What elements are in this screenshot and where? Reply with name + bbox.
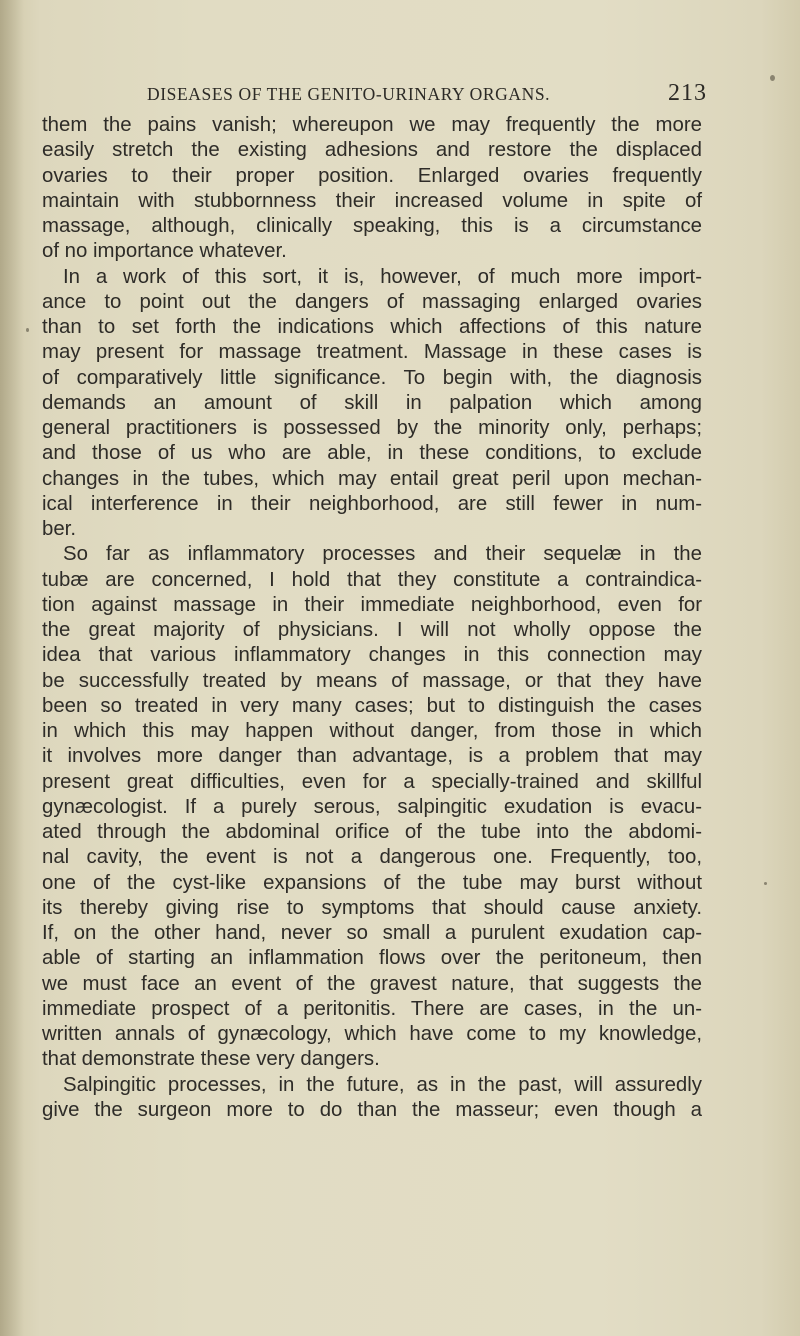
text-line: that demonstrate these very dangers. (42, 1048, 380, 1071)
text-line: ber. (42, 518, 77, 540)
gutter-shadow (0, 0, 24, 1336)
paper-speck (764, 882, 767, 885)
text-line: give the surgeon more to do than the masseur; even though a (42, 1098, 702, 1121)
paper-speck (26, 328, 29, 332)
text-line: it involves more danger than advantage, is a problem that may (42, 745, 702, 768)
text-line: If, on the other hand, never so small a purulent exudation cap- (42, 922, 702, 944)
paragraph-start-line: So far as inflammatory processes and their sequelæ in the (63, 543, 702, 566)
text-line: ance to point out the dangers of massaging enlarged ovaries (42, 290, 702, 313)
page-number: 213 (668, 80, 707, 106)
text-line: of comparatively little significance. To begin with, the diagnosis (42, 366, 702, 389)
text-line: ated through the abdominal orifice of the tube into the abdomi- (42, 821, 702, 843)
text-line: general practitioners is possessed by the minority only, perhaps; (42, 417, 702, 439)
text-line: present great difficulties, even for a specially-trained and skillful (42, 770, 702, 793)
text-line: demands an amount of skill in palpation which among (42, 391, 702, 414)
paper-speck (770, 75, 775, 81)
text-line: its thereby giving rise to symptoms that should cause anxiety. (42, 896, 702, 919)
paragraph-start-line: In a work of this sort, it is, however, of much more import- (63, 265, 702, 288)
text-line: written annals of gynæcology, which have come to my knowledge, (42, 1023, 702, 1045)
text-line: gynæcologist. If a purely serous, salpingitic exudation is evacu- (42, 795, 702, 818)
text-line: massage, although, clinically speaking, this is a circumstance (42, 215, 702, 237)
text-line: one of the cyst-like expansions of the tube may burst without (42, 871, 702, 894)
body-text (42, 113, 702, 1123)
running-head (147, 80, 707, 110)
text-line: maintain with stubbornness their increased volume in spite of (42, 189, 702, 212)
text-line: in which this may happen without danger, from those in which (42, 720, 702, 742)
text-line: ovaries to their proper position. Enlarged ovaries frequently (42, 164, 702, 187)
text-line: immediate prospect of a peritonitis. There are cases, in the un- (42, 997, 702, 1020)
text-line: than to set forth the indications which affections of this nature (42, 316, 702, 338)
text-line: of no importance whatever. (42, 240, 287, 263)
text-line: easily stretch the existing adhesions and restore the displaced (42, 139, 702, 162)
text-line: them the pains vanish; whereupon we may frequently the more (42, 114, 702, 136)
paragraph-start-line: Salpingitic processes, in the future, as in the past, will assuredly (63, 1073, 702, 1096)
text-line: be successfully treated by means of massage, or that they have (42, 669, 702, 692)
text-line: nal cavity, the event is not a dangerous one. Frequently, too, (42, 846, 702, 869)
text-line: changes in the tubes, which may entail great peril upon mechan- (42, 467, 702, 490)
text-line: tion against massage in their immediate neighborhood, even for (42, 593, 702, 616)
text-line: tubæ are concerned, I hold that they constitute a contraindica- (42, 568, 702, 591)
text-line: idea that various inflammatory changes in this connection may (42, 644, 702, 667)
text-line: the great majority of physicians. I will not wholly oppose the (42, 619, 702, 641)
text-line: able of starting an inflammation flows over the peritoneum, then (42, 947, 702, 970)
text-line: we must face an event of the gravest nature, that suggests the (42, 972, 702, 995)
running-title: DISEASES OF THE GENITO-URINARY ORGANS. (147, 84, 551, 104)
text-line: may present for massage treatment. Massage in these cases is (42, 341, 702, 364)
text-line: ical interference in their neighborhood, are still fewer in num- (42, 492, 702, 515)
text-line: been so treated in very many cases; but to distinguish the cases (42, 694, 702, 717)
text-line: and those of us who are able, in these conditions, to exclude (42, 442, 702, 465)
